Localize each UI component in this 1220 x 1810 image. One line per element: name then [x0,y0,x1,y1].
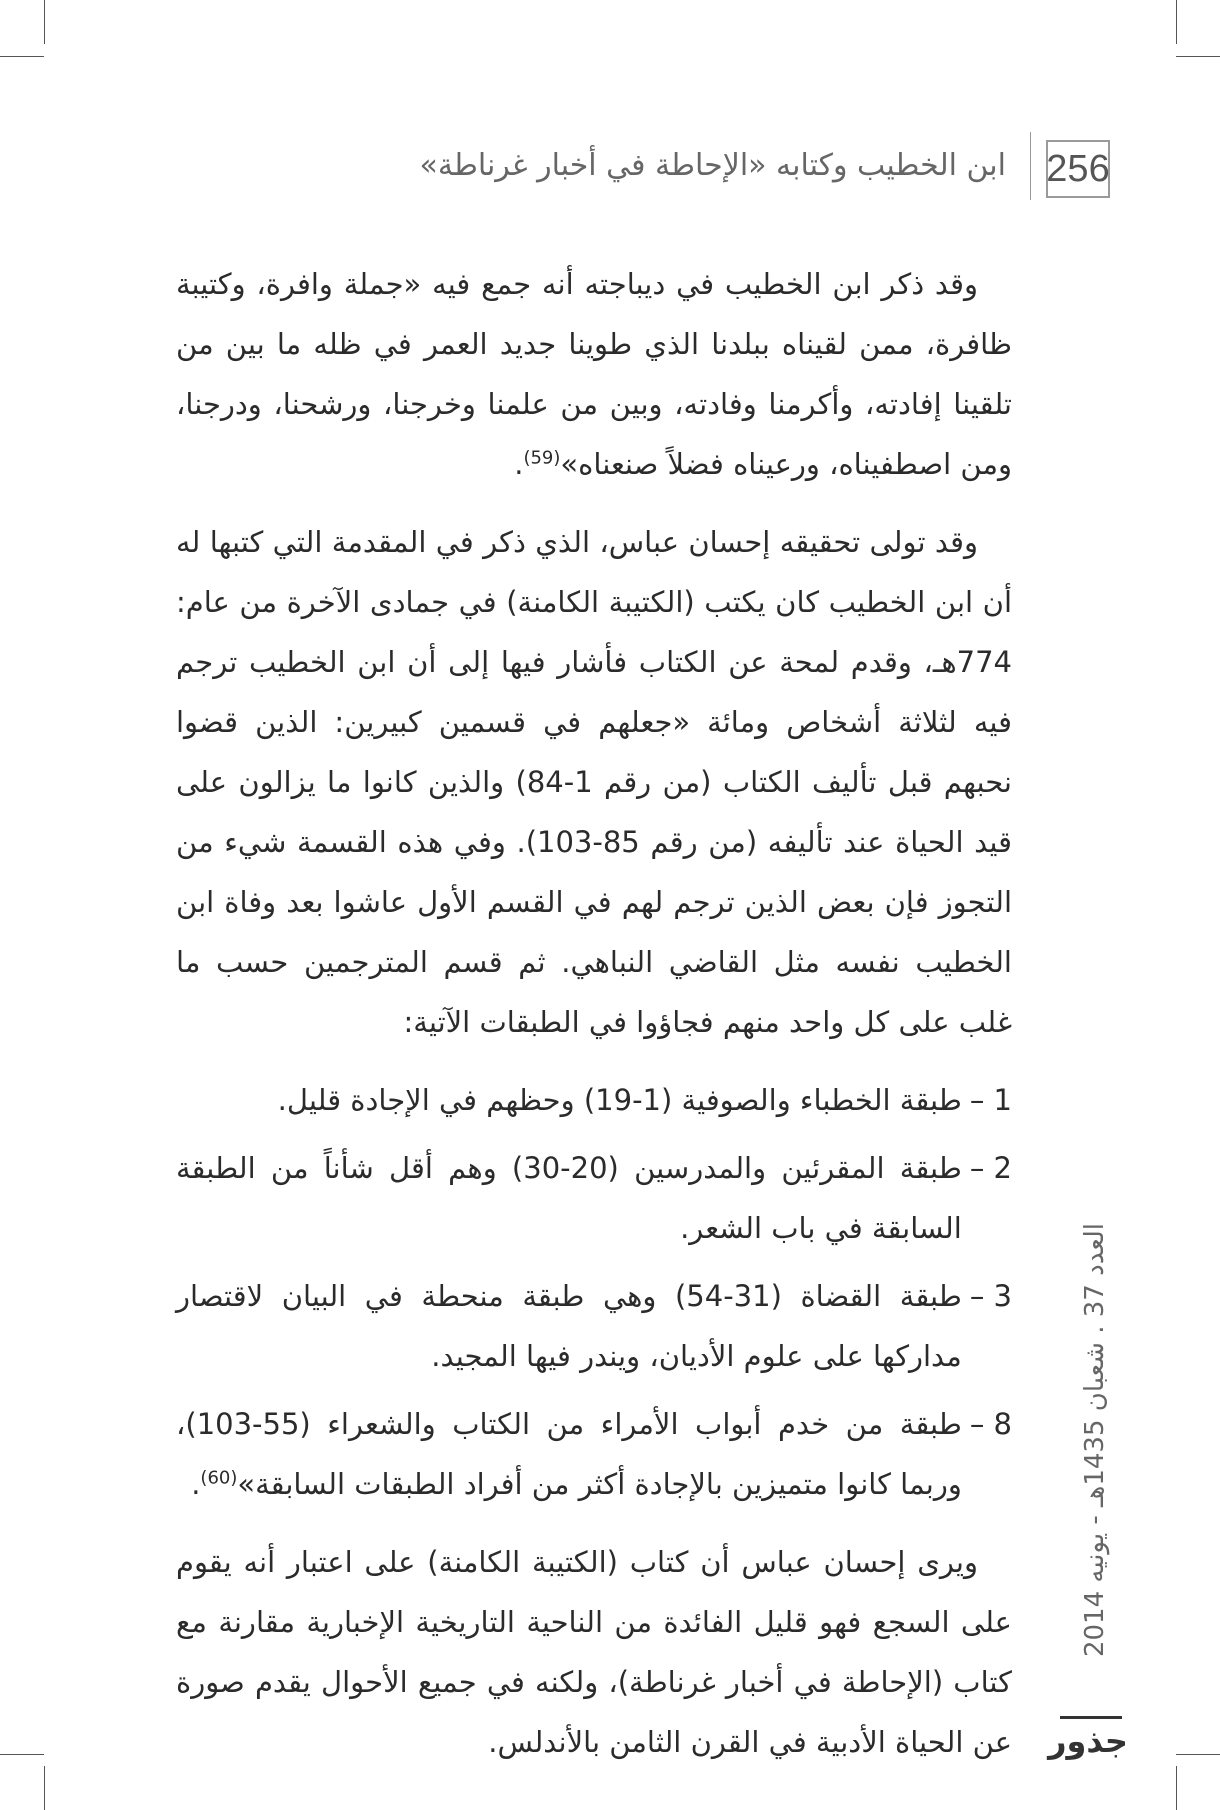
crop-mark [1176,1766,1177,1810]
journal-logo: جذور [1048,1722,1128,1760]
issue-side-band [1060,1160,1130,1720]
list-number: 3 – [969,1279,1012,1313]
list-text [176,1394,962,1514]
list-item [176,1070,1012,1130]
paragraph: وقد تولى تحقيقه إحسان عباس، الذي ذكر في المقدمة التي كتبها له أن ابن الخطيب كان يكتب (الكتيبة الكامنة) في جمادى الآخرة من عام: 774هـ، وقدم لمحة عن الكتاب فأشار فيها إلى أن ابن الخطيب ترجم فيه لثلاثة أشخاص ومائة «جعلهم في قسمين كبيرين: الذين قضوا نحبهم قبل تأليف الكتاب (من رقم 1-84) والذين كانوا ما يزالون على قيد الحياة عند تأليفه (من رقم 85-103). وفي هذه القسمة شيء من التجوز فإن بعض الذين ترجم لهم في القسم الأول عاشوا بعد وفاة ابن الخطيب نفسه مثل القاضي النباهي. ثم قسم المترجمين حسب ما غلب على كل واحد منهم فجاؤوا في الطبقات الآتية: [176,525,1012,1039]
list-item [176,1266,1012,1386]
list-text-body: طبقة من خدم أبواب الأمراء من الكتاب والشعراء (55-103)، وربما كانوا متميزين بالإجادة أكثر من أفراد الطبقات السابقة» [176,1407,962,1501]
list-text: طبقة الخطباء والصوفية (1-19) وحظهم في الإجادة قليل. [277,1083,962,1117]
list-text-end: . [191,1467,201,1501]
logo-underline [1060,1716,1122,1719]
crop-mark [44,0,45,44]
issue-info: العدد 37 . شعبان 1435هـ - يونيه 2014 [1080,1222,1110,1658]
crop-mark [1176,0,1177,44]
crop-mark [0,56,44,57]
paragraph [176,254,1012,494]
footnote-ref: (59) [523,447,561,469]
article-body [176,254,1012,1790]
crop-mark [0,1754,44,1755]
list-item [176,1138,1012,1258]
list-text: طبقة القضاة (31-54) وهي طبقة منحطة في البيان لاقتصار مداركها على علوم الأديان، ويندر فيها المجيد. [176,1279,962,1373]
list-item [176,1394,1012,1514]
list-number: 2 – [969,1151,1012,1185]
crop-mark [44,1766,45,1810]
paragraph-text: وقد ذكر ابن الخطيب في ديباجته أنه جمع فيه «جملة وافرة، وكتيبة ظافرة، ممن لقيناه ببلدنا الذي طوينا جديد العمر في ظله ما بين من تلقينا إفادته، وأكرمنا وفادته، وبين من علمنا وخرجنا، ورشحنا، ودرجنا، ومن اصطفيناه، ورعيناه فضلاً صنعناه» [176,267,1012,481]
crop-mark [1176,1754,1220,1755]
running-title: ابن الخطيب وكتابه «الإحاطة في أخبار غرناطة» [419,148,1006,183]
paragraph: ويرى إحسان عباس أن كتاب (الكتيبة الكامنة) على اعتبار أنه يقوم على السجع فهو قليل الفائدة من الناحية التاريخية الإخبارية مقارنة مع كتاب (الإحاطة في أخبار غرناطة)، ولكنه في جميع الأحوال يقدم صورة عن الحياة الأدبية في القرن الثامن بالأندلس. [176,1545,1012,1759]
page-number: 256 [1046,140,1110,198]
crop-mark [1176,56,1220,57]
list-number: 1 – [969,1083,1012,1117]
list-number: 8 – [969,1407,1012,1441]
list-text: طبقة المقرئين والمدرسين (20-30) وهم أقل شأناً من الطبقة السابقة في باب الشعر. [176,1151,962,1245]
footnote-ref: (60) [200,1467,238,1489]
header-divider [1030,132,1031,200]
paragraph-end: . [514,447,524,481]
